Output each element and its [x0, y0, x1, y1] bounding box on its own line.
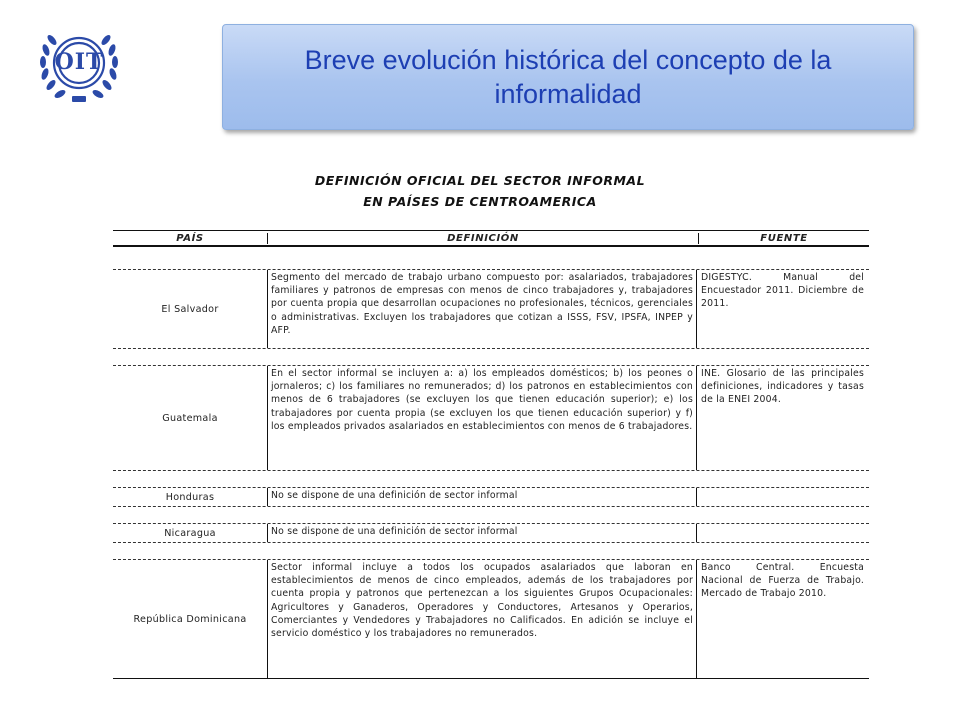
- definition-cell: Sector informal incluye a todos los ocupados asalariados que laboran en establecimientos de menos de cinco empleados, además de los trabajadores por cuenta propia y patronos que pertenezcan a los siguientes Grupos Ocupacionales: Agricultores y Ganaderos, Operadores y Conductores, Artesanos y Operarios, Comerciantes y Vendedores y Trabajadores no Calificados. En adición se incluye el servicio doméstico y los trabajadores no remunerados.: [267, 560, 697, 678]
- country-cell: Guatemala: [162, 412, 218, 424]
- definition-cell: Segmento del mercado de trabajo urbano compuesto por: asalariados, trabajadores familiares y patronos de empresas con menos de cinco trabajadores y, trabajadores por cuenta propia que desarrollan ocupaciones no profesionales, técnicos, gerenciales o administrativas. Excluyen los trabajadores que cotizan a ISSS, FSV, IPSFA, INPEP y AFP.: [267, 270, 697, 348]
- row-spacer: [113, 471, 869, 488]
- table-row: [113, 270, 869, 349]
- source-cell: INE. Glosario de las principales definiciones, indicadores y tasas de la ENEI 2004.: [701, 368, 864, 406]
- table-row: [113, 524, 869, 543]
- table-row: [113, 488, 869, 507]
- definition-cell: En el sector informal se incluyen a: a) los empleados domésticos; b) los peones o jornaleros; c) los familiares no remunerados; d) los patronos en establecimientos con menos de 6 trabajadores (se excluyen los que tienen educación superior); e) los trabajadores por cuenta propia (se excluyen los que tienen educación superior) y f) los empleados privados asalariados en establecimientos con menos de 6 trabajadores.: [267, 366, 697, 470]
- table-caption: [250, 170, 710, 212]
- country-cell: República Dominicana: [133, 613, 247, 625]
- table-caption-line-2: EN PAÍSES DE CENTROAMERICA: [363, 194, 597, 209]
- header-country: PAÍS: [176, 232, 204, 244]
- table-caption-line-1: DEFINICIÓN OFICIAL DEL SECTOR INFORMAL: [314, 173, 646, 188]
- table-row: [113, 560, 869, 679]
- source-cell: Banco Central. Encuesta Nacional de Fuerza de Trabajo. Mercado de Trabajo 2010.: [701, 562, 864, 600]
- table-header-row: [113, 230, 869, 247]
- slide-title: Breve evolución histórica del concepto de la informalidad: [304, 45, 832, 109]
- row-spacer: [113, 543, 869, 560]
- row-spacer: [113, 349, 869, 366]
- row-spacer: [113, 507, 869, 524]
- oit-logo-text: OIT: [54, 49, 104, 75]
- definition-cell: No se dispone de una definición de sector informal: [267, 524, 697, 542]
- header-definition: DEFINICIÓN: [267, 233, 699, 244]
- source-cell: DIGESTYC. Manual del Encuestador 2011. Diciembre de 2011.: [701, 272, 864, 310]
- definition-cell: No se dispone de una definición de sector informal: [267, 488, 697, 506]
- country-cell: Nicaragua: [164, 527, 216, 539]
- row-spacer: [113, 247, 869, 270]
- table-row: [113, 366, 869, 471]
- source-cell: [697, 488, 867, 506]
- country-cell: Honduras: [165, 491, 215, 503]
- header-source: FUENTE: [760, 232, 808, 244]
- source-cell: [697, 524, 867, 542]
- slide-title-box: [222, 24, 914, 130]
- definitions-table: [113, 230, 869, 679]
- oit-logo-icon: [36, 20, 122, 106]
- country-cell: El Salvador: [161, 303, 219, 315]
